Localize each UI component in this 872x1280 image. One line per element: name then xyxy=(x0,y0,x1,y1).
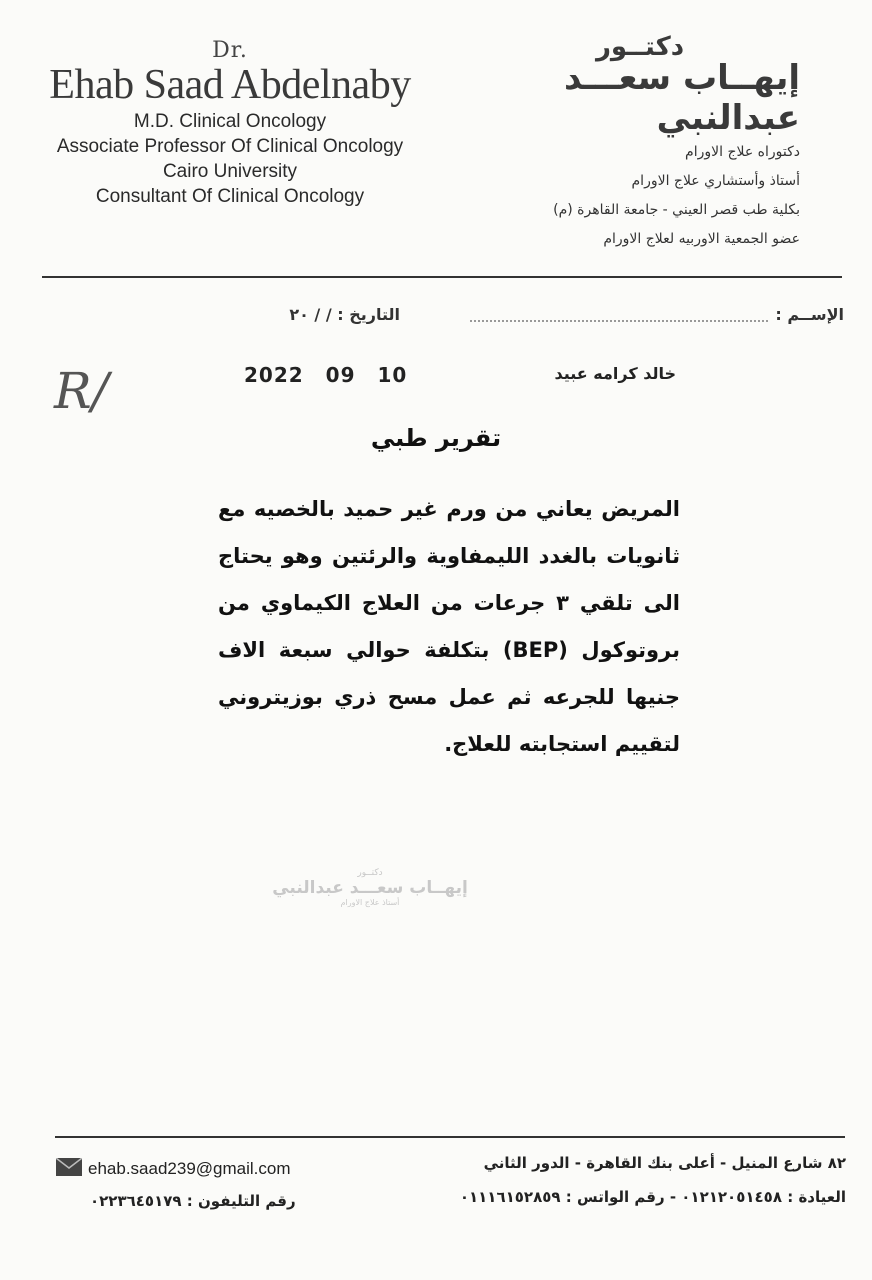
header-divider xyxy=(42,276,842,278)
qualification-line: M.D. Clinical Oncology xyxy=(133,111,327,132)
doctor-name-ar: إيهــاب سعـــد عبدالنبي xyxy=(563,58,800,138)
envelope-icon xyxy=(56,1158,82,1181)
qualification-line-ar: بكلية طب قصر العيني - جامعة القاهرة (م) xyxy=(553,202,800,218)
qualification-line: Cairo University xyxy=(162,161,298,182)
rx-symbol: R/ xyxy=(54,362,109,420)
date-year: 2022 xyxy=(244,363,304,387)
qualification-line: Consultant Of Clinical Oncology xyxy=(95,186,365,207)
clinic-whatsapp-numbers: العيادة : ٠١٢١٢٠٥١٤٥٨ - رقم الواتس : ٠١١١٦١٥٢٨٥٩ xyxy=(459,1188,846,1206)
footer-divider xyxy=(55,1136,845,1138)
stamp-subtitle: أستاذ علاج الاورام xyxy=(340,898,400,907)
email-contact xyxy=(56,1158,291,1181)
qualification-line-ar: دكتوراه علاج الاورام xyxy=(685,144,800,160)
name-dotted-line xyxy=(470,320,768,322)
clinic-address: ٨٢ شارع المنيل - أعلى بنك القاهرة - الدور الثاني xyxy=(483,1154,846,1172)
date-label: التاريخ : / / ٢٠ xyxy=(289,305,400,324)
doctor-title-en: Dr. xyxy=(212,38,248,63)
english-letterhead xyxy=(30,38,430,209)
doctor-stamp xyxy=(240,868,500,907)
phone-number: رقم التليفون : ٠٢٢٣٦٤٥١٧٩ xyxy=(90,1192,296,1210)
report-body: المريض يعاني من ورم غير حميد بالخصيه مع ثانويات بالغدد الليمفاوية والرئتين وهو يحتاج الى تلقي ٣ جرعات من العلاج الكيماوي من بروتوكول (BEP) بتكلفة حوالي سبعة الاف جنيها للجرعه ثم عمل مسح ذري بوزيتروني لتقييم استجابته للعلاج. xyxy=(218,497,680,756)
qualification-line-ar: أستاذ وأستشاري علاج الاورام xyxy=(631,173,800,189)
name-label: الإســم : xyxy=(775,305,844,324)
date-day: 10 xyxy=(377,363,408,387)
qualification-line-ar: عضو الجمعية الاوربيه لعلاج الاورام xyxy=(603,231,800,247)
report-date xyxy=(244,363,429,387)
doctor-name-en: Ehab Saad Abdelnaby xyxy=(49,62,411,108)
email-address[interactable]: ehab.saad239@gmail.com xyxy=(88,1158,291,1178)
patient-name: خالد كرامه عبيد xyxy=(554,364,676,383)
qualification-line: Associate Professor Of Clinical Oncology xyxy=(56,136,404,157)
date-month: 09 xyxy=(325,363,356,387)
stamp-name: إيهــاب سعـــد عبدالنبي xyxy=(272,878,468,898)
stamp-title: دكتــور xyxy=(357,868,383,878)
arabic-letterhead xyxy=(440,32,800,254)
doctor-title-ar: دكتــور xyxy=(595,32,685,62)
report-title: تقرير طبي xyxy=(370,424,502,452)
